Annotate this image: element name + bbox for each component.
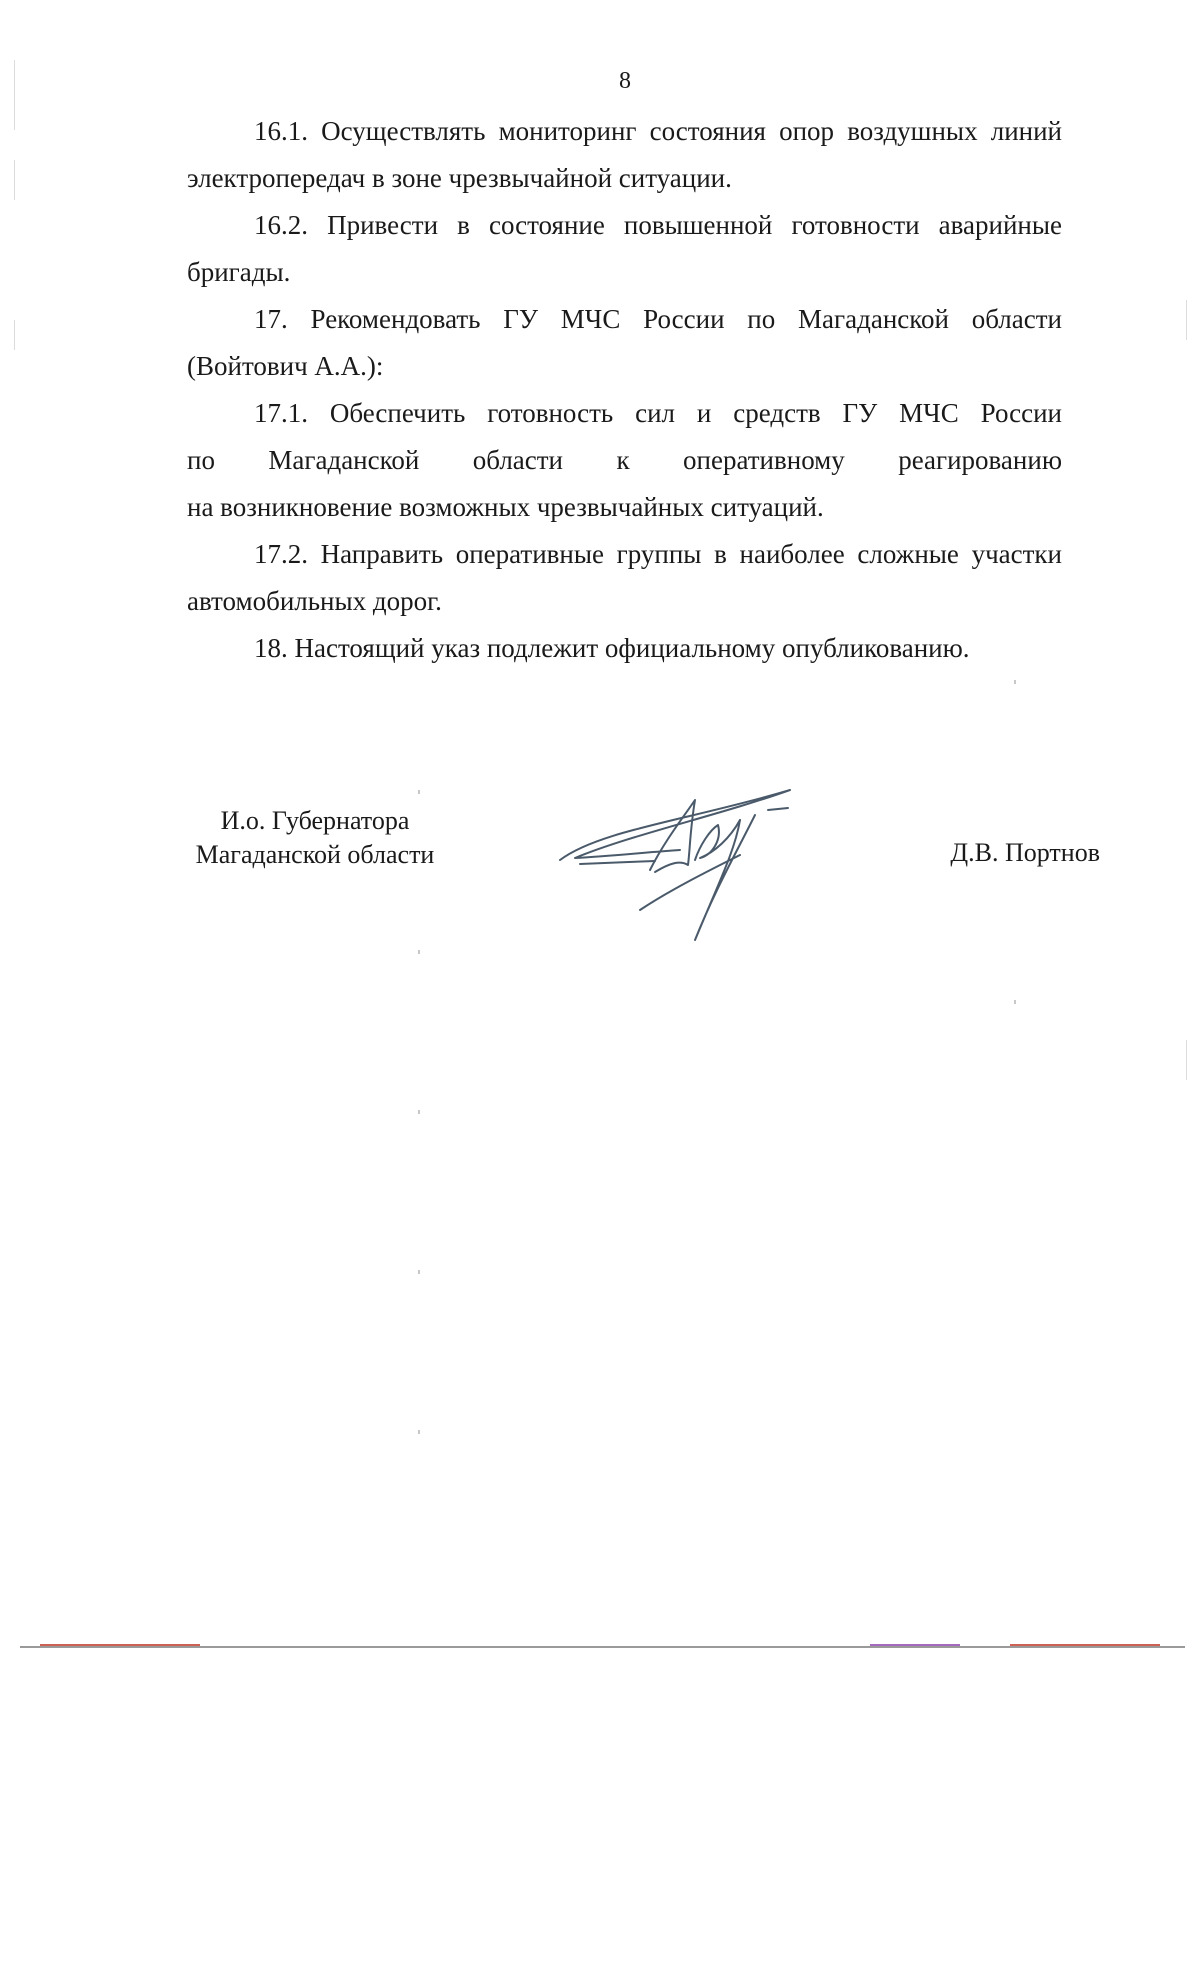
paragraph-17-1-line2: по Магаданской области к оперативному реагированию xyxy=(187,445,1062,475)
signer-position-line2: Магаданской области xyxy=(195,840,435,869)
scan-speck xyxy=(1014,1000,1016,1004)
paragraph-17-1-line3: на возникновение возможных чрезвычайных ситуаций. xyxy=(187,492,824,522)
scan-margin-mark xyxy=(14,320,15,350)
paragraph-16-2: 16.2. Привести в состояние повышенной готовности аварийные бригады. xyxy=(187,210,1062,287)
paragraph-18: 18. Настоящий указ подлежит официальному опубликованию. xyxy=(254,633,970,663)
paragraph-17-1-line1: 17.1. Обеспечить готовность сил и средств ГУ МЧС России xyxy=(254,398,1062,428)
scan-edge-accent xyxy=(870,1644,960,1646)
scan-edge-accent xyxy=(1010,1644,1160,1646)
scan-speck xyxy=(418,790,420,794)
paragraph-16-1: 16.1. Осуществлять мониторинг состояния опор воздушных линий электропередач в зоне чрезвычайной ситуации. xyxy=(187,116,1062,193)
scan-edge-accent xyxy=(40,1644,200,1646)
signer-position-line1: И.о. Губернатора xyxy=(220,806,410,835)
scan-margin-mark xyxy=(14,60,15,130)
document-body xyxy=(187,108,1062,672)
scan-margin-mark xyxy=(14,160,15,200)
scan-page-edge xyxy=(20,1646,1185,1648)
paragraph-17-2: 17.2. Направить оперативные группы в наиболее сложные участки автомобильных дорог. xyxy=(187,539,1062,616)
scan-speck xyxy=(418,1430,420,1434)
scan-margin-mark xyxy=(1186,1040,1187,1080)
scan-speck xyxy=(418,950,420,954)
scan-speck xyxy=(418,1110,420,1114)
signer-name: Д.В. Портнов xyxy=(950,838,1100,867)
scan-margin-mark xyxy=(1186,300,1187,340)
signer-position xyxy=(180,804,450,872)
scan-speck xyxy=(1014,680,1016,684)
handwritten-signature xyxy=(540,760,820,950)
scan-speck xyxy=(418,1270,420,1274)
paragraph-17: 17. Рекомендовать ГУ МЧС России по Магаданской области (Войтович А.А.): xyxy=(187,304,1062,381)
page-number: 8 xyxy=(619,68,631,94)
